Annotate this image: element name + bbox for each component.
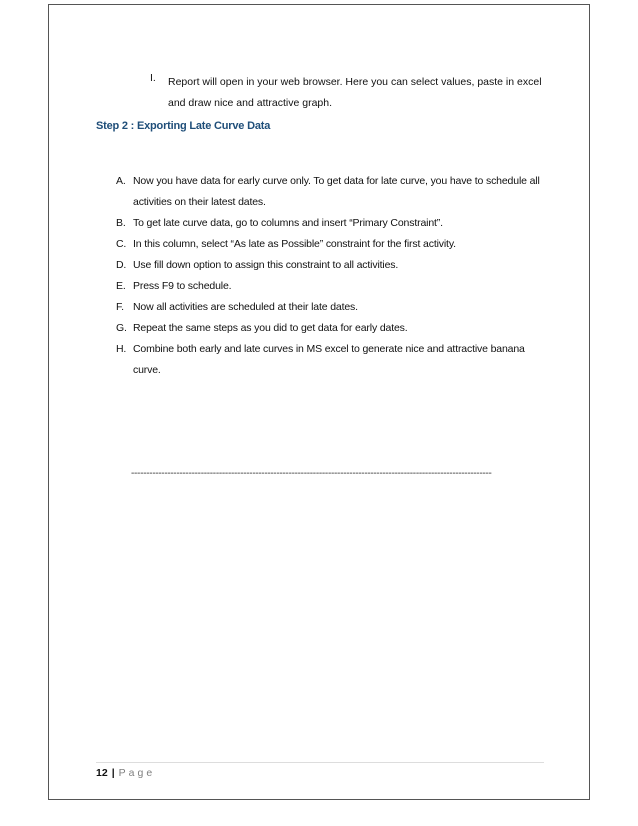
list-marker: H. bbox=[116, 343, 127, 355]
list-item-text: In this column, select “As late as Possible” constraint for the first activity. bbox=[133, 238, 456, 250]
list-marker: F. bbox=[116, 301, 124, 313]
page-label: Page bbox=[118, 767, 156, 779]
footer-separator: | bbox=[111, 767, 115, 779]
list-item-text: Repeat the same steps as you did to get data for early dates. bbox=[133, 322, 408, 334]
list-marker: G. bbox=[116, 322, 127, 334]
list-marker: I. bbox=[150, 72, 156, 84]
list-item-text: Use fill down option to assign this constraint to all activities. bbox=[133, 259, 399, 271]
list-item-text: Now all activities are scheduled at their late dates. bbox=[133, 301, 358, 313]
list-marker: C. bbox=[116, 238, 127, 250]
list-item-text: Now you have data for early curve only. To get data for late curve, you have to schedule all activities on their latest dates. bbox=[133, 175, 540, 208]
list-item bbox=[116, 297, 546, 318]
list-item bbox=[116, 318, 546, 339]
list-marker: E. bbox=[116, 280, 126, 292]
list-marker: A. bbox=[116, 175, 126, 187]
step-heading: Step 2 : Exporting Late Curve Data bbox=[96, 120, 271, 132]
page-footer bbox=[96, 767, 155, 779]
list-item bbox=[116, 213, 546, 234]
dashed-separator: ----------------------------------------------------------------------------------------------------------------------- bbox=[131, 468, 492, 479]
list-item bbox=[116, 171, 546, 213]
steps-list bbox=[116, 171, 546, 381]
list-item bbox=[116, 339, 546, 381]
list-item bbox=[116, 234, 546, 255]
list-marker: D. bbox=[116, 259, 127, 271]
list-item bbox=[116, 276, 546, 297]
list-item bbox=[116, 255, 546, 276]
list-item-text: Press F9 to schedule. bbox=[133, 280, 232, 292]
list-item-text: To get late curve data, go to columns and insert “Primary Constraint”. bbox=[133, 217, 443, 229]
intro-item-text: Report will open in your web browser. Here you can select values, paste in excel and draw nice and attractive graph. bbox=[168, 76, 542, 109]
footer-divider bbox=[96, 762, 544, 763]
page-number: 12 bbox=[96, 767, 108, 779]
list-item-text: Combine both early and late curves in MS excel to generate nice and attractive banana curve. bbox=[133, 343, 525, 376]
list-marker: B. bbox=[116, 217, 126, 229]
